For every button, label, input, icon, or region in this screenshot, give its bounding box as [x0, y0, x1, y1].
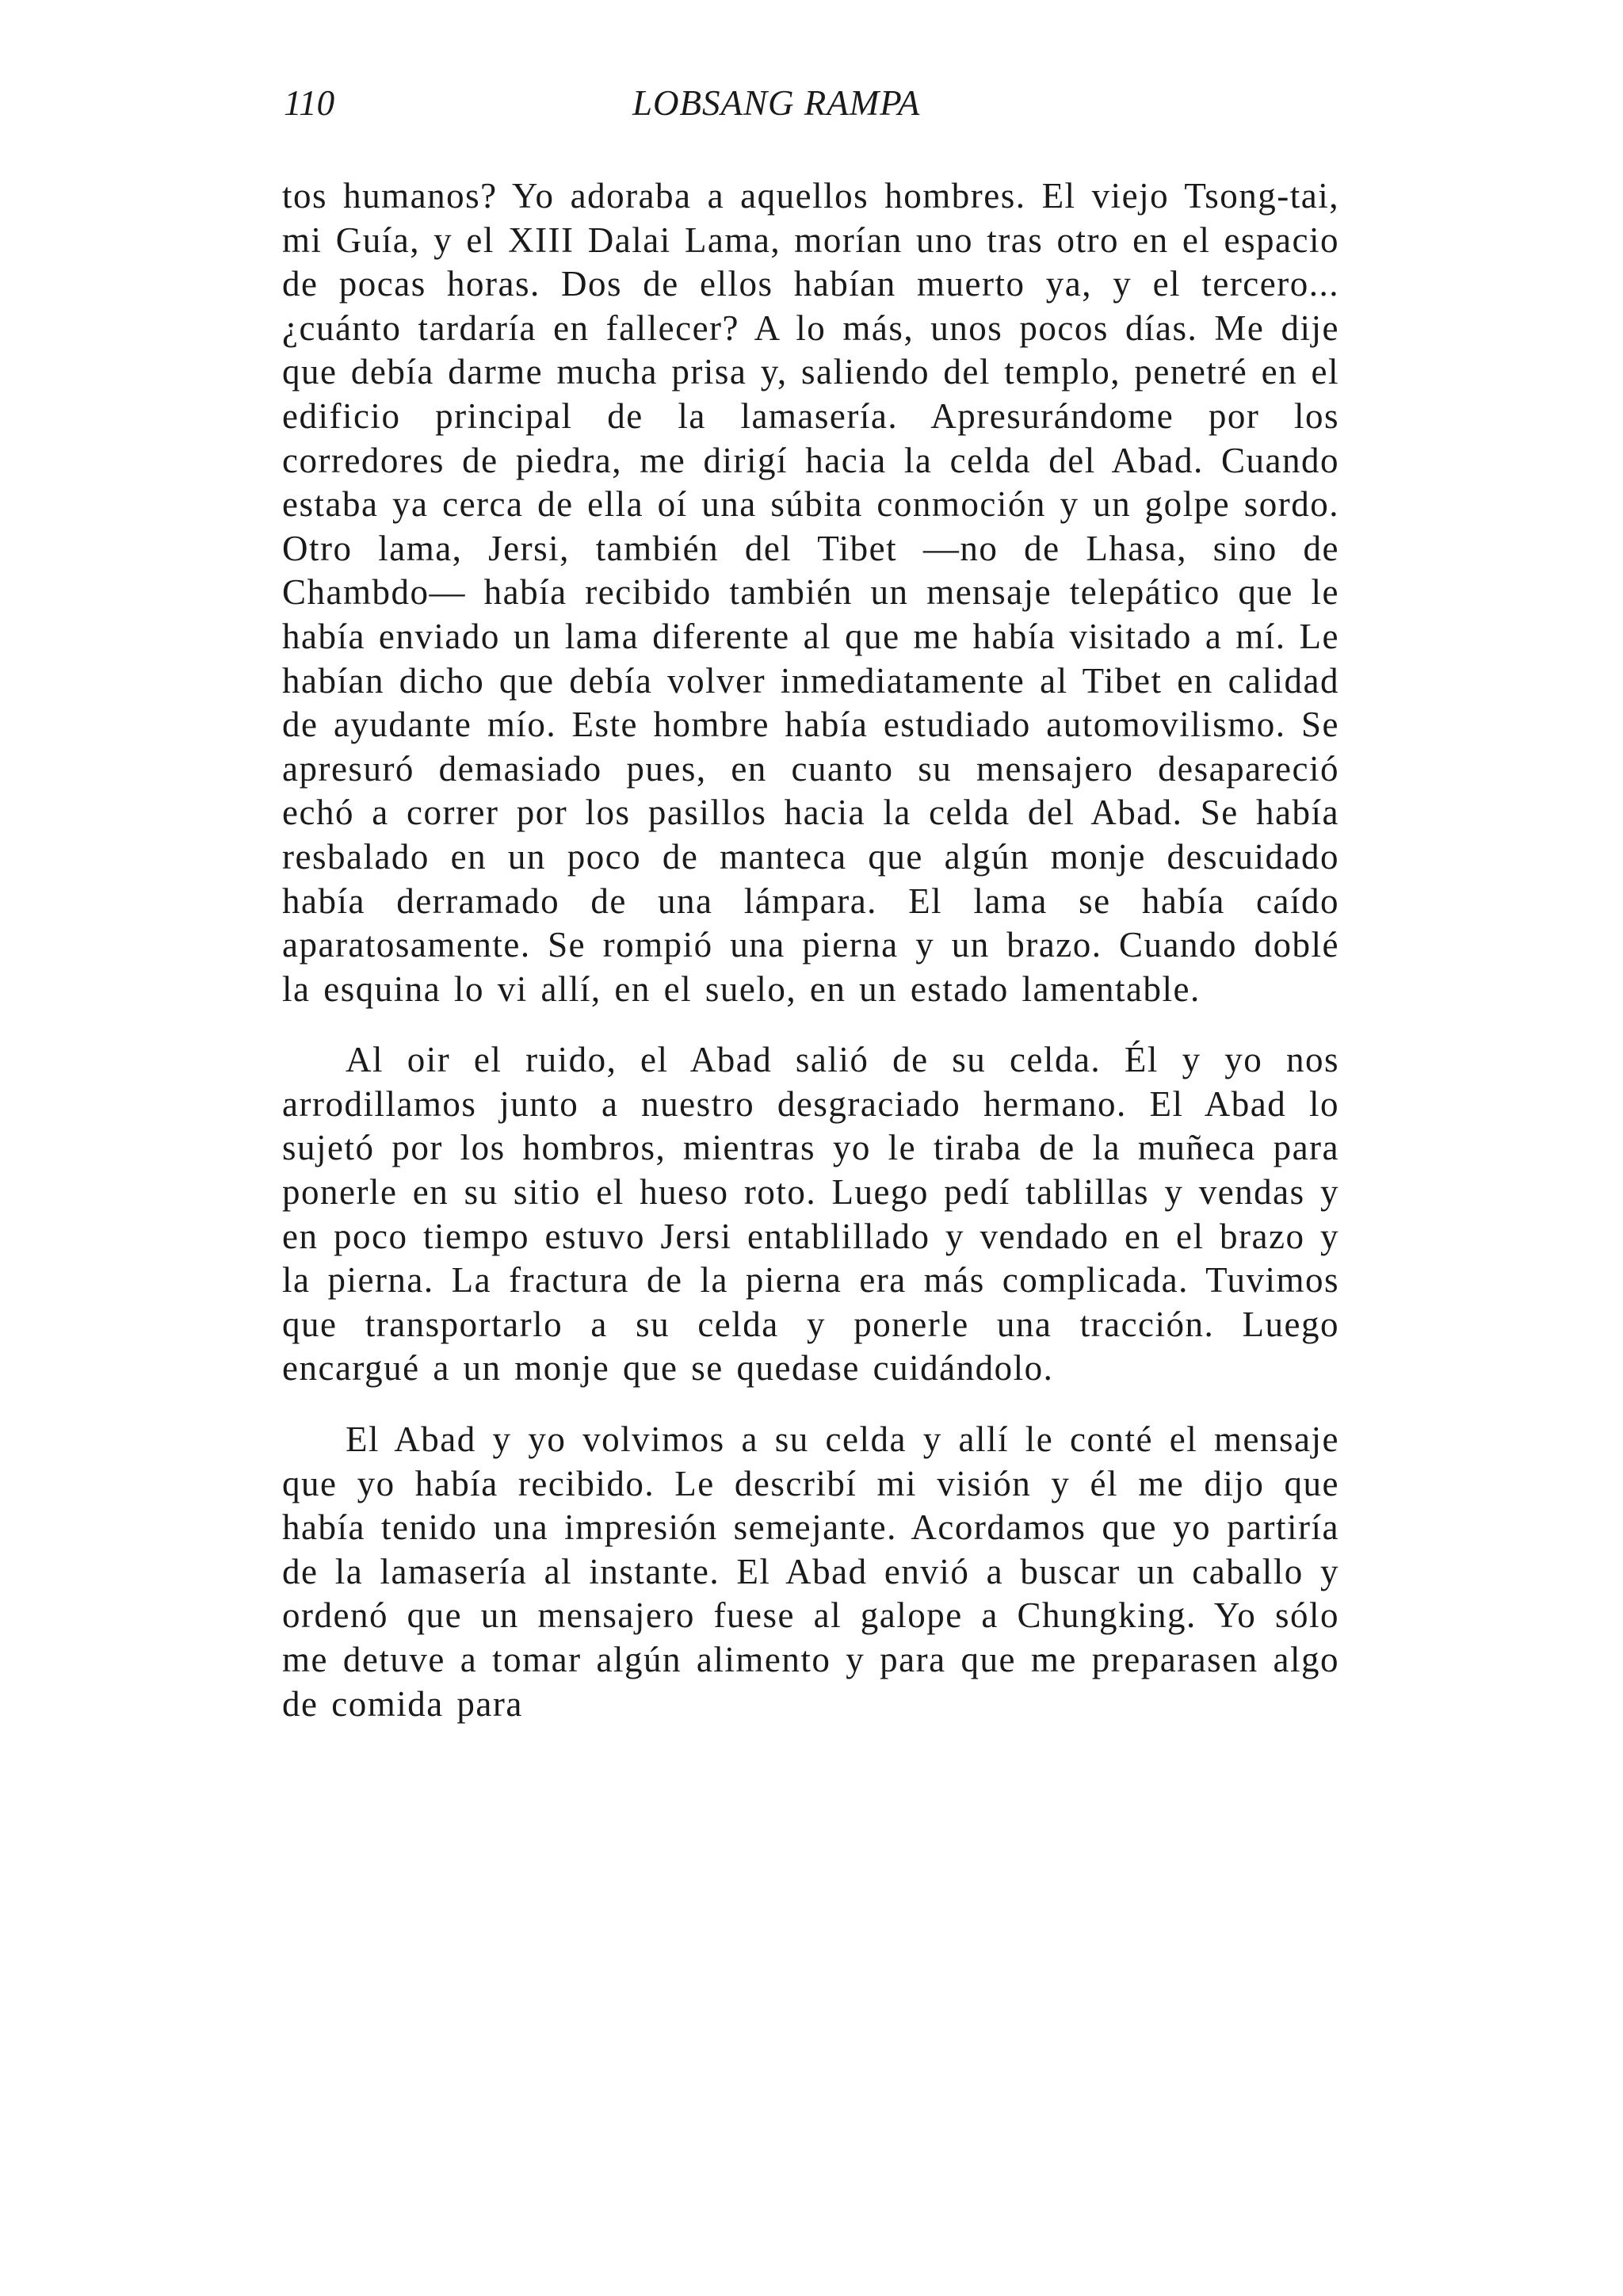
paragraph-2: Al oir el ruido, el Abad salió de su celda. Él y yo nos arrodillamos junto a nuestro desgraciado hermano. El Abad lo sujetó por los hombros, mientras yo le tiraba de la muñeca para ponerle en su sitio el hueso roto. Luego pedí tablillas y vendas y en poco tiempo estuvo Jersi entablillado y vendado en el brazo y la pierna. La fractura de la pierna era más complicada. Tuvimos que transportarlo a su celda y ponerle una tracción. Luego encargué a un monje que se quedase cuidándolo.	[282, 1040, 1339, 1389]
book-title: LOBSANG RAMPA	[632, 83, 921, 123]
paragraph-3: El Abad y yo volvimos a su celda y allí le conté el mensaje que yo había recibido. Le describí mi visión y él me dijo que había tenido una impresión semejante. Acordamos que yo partiría de la lamasería al instante. El Abad envió a buscar un caballo y ordenó que un mensajero fuese al galope a Chungking. Yo sólo me detuve a tomar algún alimento y para que me preparasen algo de comida para	[282, 1419, 1339, 1724]
running-head	[284, 79, 1339, 127]
paragraph-1: tos humanos? Yo adoraba a aquellos hombres. El viejo Tsong-tai, mi Guía, y el XIII Dalai Lama, morían uno tras otro en el espacio de pocas horas. Dos de ellos habían muerto ya, y el tercero... ¿cuánto tardaría en fallecer? A lo más, unos pocos días. Me dije que debía darme mucha prisa y, saliendo del templo, penetré en el edificio principal de la lamasería. Apresurándome por los corredores de piedra, me dirigí hacia la celda del Abad. Cuando estaba ya cerca de ella oí una súbita conmoción y un golpe sordo. Otro lama, Jersi, también del Tibet —no de Lhasa, sino de Chambdo— había recibido también un mensaje telepático que le había enviado un lama diferente al que me había visitado a mí. Le habían dicho que debía volver inmediatamente al Tibet en calidad de ayudante mío. Este hombre había estudiado automovilismo. Se apresuró demasiado pues, en cuanto su mensajero desapareció echó a correr por los pasillos hacia la celda del Abad. Se había resbalado en un poco de manteca que algún monje descuidado había derramado de una lámpara. El lama se había caído aparatosamente. Se rompió una pierna y un brazo. Cuando doblé la esquina lo vi allí, en el suelo, en un estado lamentable.	[282, 176, 1339, 1009]
page-number: 110	[284, 83, 335, 123]
body-text	[282, 174, 1339, 1726]
